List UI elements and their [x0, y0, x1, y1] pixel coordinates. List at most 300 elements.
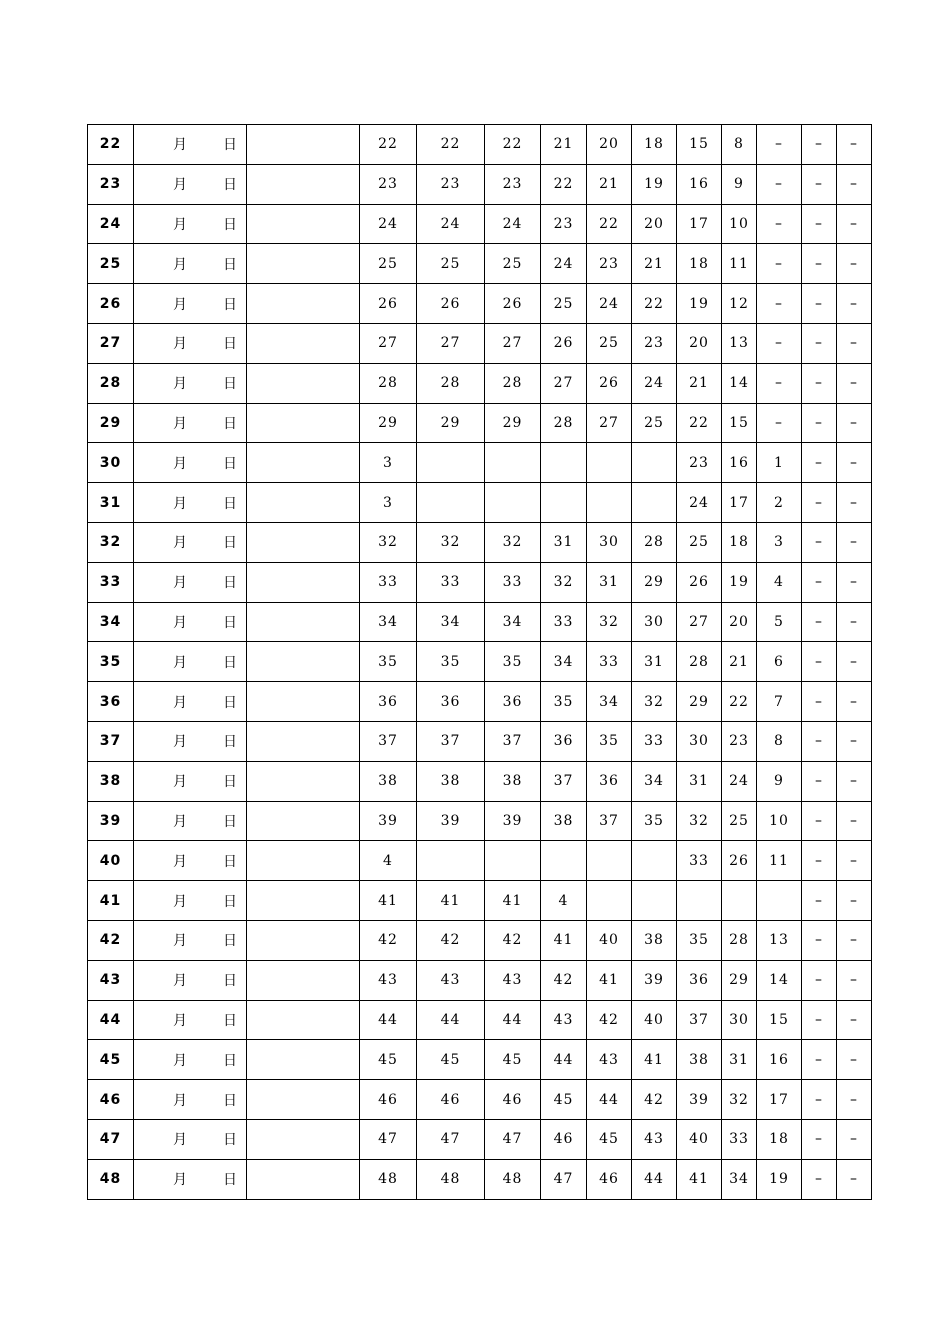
value-cell: –	[802, 881, 837, 921]
day-label: 日	[223, 296, 238, 313]
table-row	[88, 1119, 872, 1159]
day-label: 日	[223, 1132, 238, 1149]
row-number: 44	[88, 1000, 134, 1040]
month-label: 月	[173, 296, 188, 313]
value-cell: 34	[485, 602, 541, 642]
date-cell	[134, 721, 247, 761]
date-cell	[134, 920, 247, 960]
value-cell	[587, 443, 632, 483]
value-cell: 30	[677, 721, 722, 761]
value-cell: 6	[757, 642, 802, 682]
day-label: 日	[223, 415, 238, 432]
row-number: 34	[88, 602, 134, 642]
value-cell: 42	[485, 920, 541, 960]
value-cell: 21	[587, 164, 632, 204]
value-cell	[722, 881, 757, 921]
value-cell	[417, 841, 485, 881]
row-number: 45	[88, 1040, 134, 1080]
value-cell: 45	[587, 1119, 632, 1159]
value-cell: –	[802, 483, 837, 523]
date-cell	[134, 1119, 247, 1159]
value-cell: 32	[632, 682, 677, 722]
value-cell: 26	[360, 284, 417, 324]
value-cell: 38	[360, 761, 417, 801]
table-row	[88, 562, 872, 602]
value-cell: 44	[417, 1000, 485, 1040]
value-cell: 8	[757, 721, 802, 761]
value-cell: 22	[360, 125, 417, 165]
value-cell: 35	[632, 801, 677, 841]
value-cell: –	[837, 522, 872, 562]
value-cell: 25	[485, 244, 541, 284]
value-cell: 16	[677, 164, 722, 204]
row-number: 42	[88, 920, 134, 960]
value-cell: –	[837, 682, 872, 722]
table-row	[88, 920, 872, 960]
blank-cell	[247, 562, 360, 602]
value-cell: 12	[722, 284, 757, 324]
table-row	[88, 960, 872, 1000]
value-cell: 48	[360, 1159, 417, 1199]
blank-cell	[247, 801, 360, 841]
month-label: 月	[173, 137, 188, 154]
value-cell: 44	[485, 1000, 541, 1040]
table-row	[88, 1000, 872, 1040]
month-label: 月	[173, 654, 188, 671]
value-cell: 27	[360, 323, 417, 363]
value-cell: 28	[485, 363, 541, 403]
row-number: 38	[88, 761, 134, 801]
value-cell: 3	[757, 522, 802, 562]
blank-cell	[247, 244, 360, 284]
value-cell: 34	[360, 602, 417, 642]
blank-cell	[247, 761, 360, 801]
date-cell	[134, 204, 247, 244]
value-cell	[757, 881, 802, 921]
table-row	[88, 244, 872, 284]
value-cell: 21	[632, 244, 677, 284]
value-cell: 17	[757, 1080, 802, 1120]
row-number: 28	[88, 363, 134, 403]
value-cell: 19	[757, 1159, 802, 1199]
value-cell: 35	[677, 920, 722, 960]
value-cell: 23	[360, 164, 417, 204]
value-cell: 48	[485, 1159, 541, 1199]
date-cell	[134, 602, 247, 642]
table-row	[88, 164, 872, 204]
value-cell: 27	[541, 363, 587, 403]
value-cell: –	[757, 363, 802, 403]
value-cell: 33	[485, 562, 541, 602]
value-cell: 29	[485, 403, 541, 443]
blank-cell	[247, 1000, 360, 1040]
date-cell	[134, 522, 247, 562]
value-cell: –	[837, 284, 872, 324]
value-cell: 47	[541, 1159, 587, 1199]
value-cell: 28	[541, 403, 587, 443]
value-cell: 32	[360, 522, 417, 562]
row-number: 39	[88, 801, 134, 841]
table-row	[88, 841, 872, 881]
value-cell: 24	[485, 204, 541, 244]
value-cell: 45	[360, 1040, 417, 1080]
value-cell: 35	[485, 642, 541, 682]
value-cell: –	[757, 125, 802, 165]
value-cell: 41	[485, 881, 541, 921]
value-cell: 31	[632, 642, 677, 682]
value-cell: 7	[757, 682, 802, 722]
month-label: 月	[173, 614, 188, 631]
value-cell: 30	[632, 602, 677, 642]
value-cell: 35	[360, 642, 417, 682]
day-label: 日	[223, 1052, 238, 1069]
table-row	[88, 522, 872, 562]
value-cell: 36	[677, 960, 722, 1000]
value-cell: 24	[587, 284, 632, 324]
value-cell: 10	[722, 204, 757, 244]
date-cell	[134, 1159, 247, 1199]
value-cell: –	[837, 483, 872, 523]
value-cell: –	[837, 881, 872, 921]
value-cell: –	[802, 1000, 837, 1040]
row-number: 37	[88, 721, 134, 761]
value-cell: 13	[722, 323, 757, 363]
month-label: 月	[173, 216, 188, 233]
value-cell: 30	[587, 522, 632, 562]
value-cell: 16	[757, 1040, 802, 1080]
value-cell: 37	[360, 721, 417, 761]
value-cell: –	[837, 761, 872, 801]
blank-cell	[247, 483, 360, 523]
month-label: 月	[173, 1012, 188, 1029]
value-cell	[485, 443, 541, 483]
value-cell: 35	[541, 682, 587, 722]
blank-cell	[247, 284, 360, 324]
month-label: 月	[173, 774, 188, 791]
value-cell: 23	[632, 323, 677, 363]
row-number: 35	[88, 642, 134, 682]
row-number: 48	[88, 1159, 134, 1199]
date-cell	[134, 363, 247, 403]
value-cell: –	[757, 204, 802, 244]
schedule-table	[87, 124, 872, 1200]
month-label: 月	[173, 415, 188, 432]
row-number: 36	[88, 682, 134, 722]
value-cell: –	[837, 244, 872, 284]
value-cell: –	[802, 960, 837, 1000]
value-cell: –	[802, 602, 837, 642]
month-label: 月	[173, 256, 188, 273]
day-label: 日	[223, 933, 238, 950]
value-cell: 33	[677, 841, 722, 881]
row-number: 26	[88, 284, 134, 324]
value-cell: 45	[417, 1040, 485, 1080]
value-cell: 34	[632, 761, 677, 801]
row-number: 30	[88, 443, 134, 483]
blank-cell	[247, 841, 360, 881]
value-cell: 46	[360, 1080, 417, 1120]
row-number: 40	[88, 841, 134, 881]
value-cell: 33	[587, 642, 632, 682]
value-cell	[632, 483, 677, 523]
value-cell: 19	[677, 284, 722, 324]
value-cell: 13	[757, 920, 802, 960]
value-cell: 32	[417, 522, 485, 562]
value-cell: 23	[541, 204, 587, 244]
blank-cell	[247, 1159, 360, 1199]
value-cell: 14	[722, 363, 757, 403]
value-cell: 41	[677, 1159, 722, 1199]
value-cell: –	[837, 1080, 872, 1120]
value-cell: 32	[485, 522, 541, 562]
row-number: 33	[88, 562, 134, 602]
value-cell: –	[837, 363, 872, 403]
value-cell	[485, 483, 541, 523]
value-cell: 41	[541, 920, 587, 960]
blank-cell	[247, 522, 360, 562]
value-cell: 26	[485, 284, 541, 324]
value-cell: 30	[722, 1000, 757, 1040]
value-cell: 22	[677, 403, 722, 443]
blank-cell	[247, 881, 360, 921]
value-cell: 21	[541, 125, 587, 165]
blank-cell	[247, 602, 360, 642]
table-row	[88, 642, 872, 682]
value-cell: –	[802, 682, 837, 722]
value-cell: 39	[632, 960, 677, 1000]
date-cell	[134, 801, 247, 841]
date-cell	[134, 323, 247, 363]
value-cell: 39	[677, 1080, 722, 1120]
day-label: 日	[223, 495, 238, 512]
value-cell: 17	[677, 204, 722, 244]
value-cell: –	[837, 841, 872, 881]
table-body	[88, 125, 872, 1200]
value-cell: 28	[722, 920, 757, 960]
row-number: 32	[88, 522, 134, 562]
value-cell	[541, 443, 587, 483]
value-cell: –	[802, 403, 837, 443]
value-cell	[485, 841, 541, 881]
value-cell: 15	[757, 1000, 802, 1040]
row-number: 46	[88, 1080, 134, 1120]
value-cell: 14	[757, 960, 802, 1000]
date-cell	[134, 125, 247, 165]
value-cell: 31	[587, 562, 632, 602]
row-number: 23	[88, 164, 134, 204]
value-cell: 35	[417, 642, 485, 682]
day-label: 日	[223, 137, 238, 154]
value-cell	[587, 841, 632, 881]
date-cell	[134, 682, 247, 722]
value-cell: –	[802, 522, 837, 562]
value-cell: 34	[541, 642, 587, 682]
value-cell: –	[837, 721, 872, 761]
value-cell: –	[802, 1080, 837, 1120]
month-label: 月	[173, 813, 188, 830]
value-cell: 33	[417, 562, 485, 602]
date-cell	[134, 1000, 247, 1040]
day-label: 日	[223, 216, 238, 233]
value-cell: 28	[360, 363, 417, 403]
value-cell: 46	[417, 1080, 485, 1120]
table-row	[88, 682, 872, 722]
month-label: 月	[173, 535, 188, 552]
value-cell: 43	[360, 960, 417, 1000]
month-label: 月	[173, 973, 188, 990]
value-cell: 32	[541, 562, 587, 602]
value-cell: 21	[722, 642, 757, 682]
value-cell: 47	[360, 1119, 417, 1159]
value-cell	[587, 881, 632, 921]
date-cell	[134, 1040, 247, 1080]
day-label: 日	[223, 774, 238, 791]
value-cell: 23	[417, 164, 485, 204]
day-label: 日	[223, 1092, 238, 1109]
value-cell: –	[757, 323, 802, 363]
value-cell: 8	[722, 125, 757, 165]
row-number: 27	[88, 323, 134, 363]
value-cell: 40	[587, 920, 632, 960]
value-cell: 25	[677, 522, 722, 562]
blank-cell	[247, 363, 360, 403]
value-cell: –	[837, 443, 872, 483]
value-cell: 27	[417, 323, 485, 363]
row-number: 24	[88, 204, 134, 244]
value-cell: 4	[757, 562, 802, 602]
value-cell: 42	[632, 1080, 677, 1120]
value-cell: 47	[417, 1119, 485, 1159]
value-cell: –	[837, 920, 872, 960]
value-cell: 15	[677, 125, 722, 165]
value-cell	[541, 483, 587, 523]
day-label: 日	[223, 256, 238, 273]
value-cell: 31	[722, 1040, 757, 1080]
blank-cell	[247, 642, 360, 682]
value-cell: 46	[587, 1159, 632, 1199]
month-label: 月	[173, 1172, 188, 1189]
table-row	[88, 1040, 872, 1080]
value-cell: 32	[587, 602, 632, 642]
value-cell: 41	[632, 1040, 677, 1080]
table-row	[88, 1159, 872, 1199]
date-cell	[134, 960, 247, 1000]
value-cell: 4	[360, 841, 417, 881]
value-cell: 38	[677, 1040, 722, 1080]
value-cell: 31	[677, 761, 722, 801]
value-cell: –	[802, 125, 837, 165]
value-cell: 34	[722, 1159, 757, 1199]
value-cell: 18	[677, 244, 722, 284]
value-cell: 17	[722, 483, 757, 523]
value-cell: 36	[360, 682, 417, 722]
blank-cell	[247, 920, 360, 960]
value-cell: 25	[541, 284, 587, 324]
date-cell	[134, 443, 247, 483]
value-cell: –	[757, 164, 802, 204]
value-cell: 36	[417, 682, 485, 722]
value-cell: –	[837, 204, 872, 244]
value-cell: 24	[632, 363, 677, 403]
value-cell: 39	[485, 801, 541, 841]
value-cell: 42	[417, 920, 485, 960]
value-cell: 42	[587, 1000, 632, 1040]
table-row	[88, 363, 872, 403]
blank-cell	[247, 721, 360, 761]
date-cell	[134, 164, 247, 204]
value-cell: 3	[360, 443, 417, 483]
value-cell: 40	[677, 1119, 722, 1159]
table-row	[88, 443, 872, 483]
value-cell: 22	[417, 125, 485, 165]
value-cell: 25	[417, 244, 485, 284]
month-label: 月	[173, 1092, 188, 1109]
value-cell: –	[802, 920, 837, 960]
value-cell: 22	[587, 204, 632, 244]
month-label: 月	[173, 853, 188, 870]
value-cell: –	[802, 204, 837, 244]
value-cell: 27	[485, 323, 541, 363]
value-cell: 36	[541, 721, 587, 761]
date-cell	[134, 483, 247, 523]
date-cell	[134, 1080, 247, 1120]
blank-cell	[247, 1040, 360, 1080]
value-cell: 19	[722, 562, 757, 602]
day-label: 日	[223, 813, 238, 830]
value-cell: 23	[587, 244, 632, 284]
blank-cell	[247, 323, 360, 363]
value-cell: 40	[632, 1000, 677, 1040]
day-label: 日	[223, 1012, 238, 1029]
value-cell: 22	[632, 284, 677, 324]
value-cell: 26	[722, 841, 757, 881]
value-cell: 28	[677, 642, 722, 682]
value-cell: 29	[677, 682, 722, 722]
date-cell	[134, 881, 247, 921]
value-cell: 33	[360, 562, 417, 602]
value-cell: 28	[417, 363, 485, 403]
value-cell: 24	[360, 204, 417, 244]
value-cell: 26	[587, 363, 632, 403]
value-cell: 25	[360, 244, 417, 284]
value-cell: 25	[722, 801, 757, 841]
date-cell	[134, 642, 247, 682]
month-label: 月	[173, 1052, 188, 1069]
month-label: 月	[173, 893, 188, 910]
value-cell: 46	[485, 1080, 541, 1120]
value-cell: 4	[541, 881, 587, 921]
value-cell: 43	[587, 1040, 632, 1080]
value-cell: 20	[632, 204, 677, 244]
blank-cell	[247, 682, 360, 722]
value-cell	[541, 841, 587, 881]
value-cell: –	[837, 562, 872, 602]
value-cell: 29	[632, 562, 677, 602]
value-cell: 42	[360, 920, 417, 960]
value-cell: 1	[757, 443, 802, 483]
day-label: 日	[223, 336, 238, 353]
value-cell: 28	[632, 522, 677, 562]
value-cell: 38	[485, 761, 541, 801]
value-cell: 15	[722, 403, 757, 443]
value-cell: 24	[541, 244, 587, 284]
month-label: 月	[173, 734, 188, 751]
blank-cell	[247, 164, 360, 204]
value-cell: 11	[757, 841, 802, 881]
value-cell: –	[837, 642, 872, 682]
day-label: 日	[223, 535, 238, 552]
value-cell: 41	[587, 960, 632, 1000]
